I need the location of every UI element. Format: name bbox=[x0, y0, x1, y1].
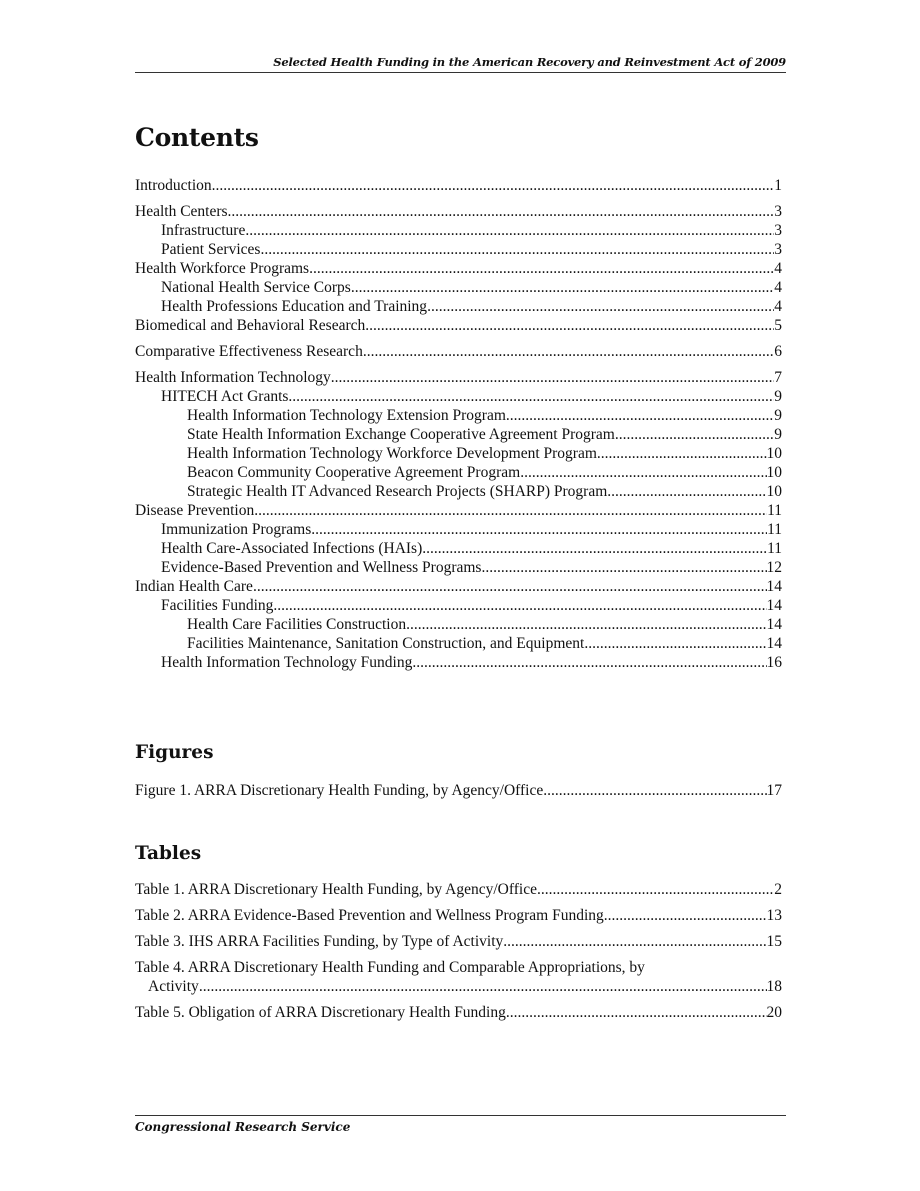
toc-entry[interactable]: Indian Health Care ..... 14 bbox=[135, 577, 782, 596]
toc-entry[interactable]: Disease Prevention ..... 11 bbox=[135, 501, 782, 520]
toc-entry[interactable]: Comparative Effectiveness Research ..... 6 bbox=[135, 342, 782, 361]
contents-heading: Contents bbox=[135, 123, 259, 152]
toc-entry[interactable]: Health Information Technology ..... 7 bbox=[135, 368, 782, 387]
table-entry[interactable]: Table 5. Obligation of ARRA Discretionary Health Funding ..... 20 bbox=[135, 1003, 782, 1022]
toc-entry[interactable]: Health Information Technology Extension Program ..... 9 bbox=[135, 406, 782, 425]
toc-entry[interactable]: Health Information Technology Workforce Development Program ..... 10 bbox=[135, 444, 782, 463]
table-entry[interactable]: Table 3. IHS ARRA Facilities Funding, by Type of Activity ..... 15 bbox=[135, 932, 782, 951]
toc-entry[interactable]: Health Information Technology Funding ..... 16 bbox=[135, 653, 782, 672]
toc-entry[interactable]: Health Centers ..... 3 bbox=[135, 202, 782, 221]
figures-list bbox=[135, 781, 782, 800]
tables-list bbox=[135, 880, 782, 1022]
tables-heading: Tables bbox=[135, 843, 202, 864]
toc-entry[interactable]: HITECH Act Grants ..... 9 bbox=[135, 387, 782, 406]
toc-entry[interactable]: Facilities Maintenance, Sanitation Construction, and Equipment ..... 14 bbox=[135, 634, 782, 653]
toc-entry[interactable]: Health Care Facilities Construction ..... 14 bbox=[135, 615, 782, 634]
toc-entry[interactable]: Infrastructure ..... 3 bbox=[135, 221, 782, 240]
figures-heading: Figures bbox=[135, 742, 214, 763]
toc-entry[interactable]: Health Workforce Programs ..... 4 bbox=[135, 259, 782, 278]
footer: Congressional Research Service bbox=[135, 1120, 351, 1134]
toc-entry[interactable]: Beacon Community Cooperative Agreement Program ..... 10 bbox=[135, 463, 782, 482]
toc-entry[interactable]: Strategic Health IT Advanced Research Projects (SHARP) Program ..... 10 bbox=[135, 482, 782, 501]
toc-entry[interactable]: Introduction ..... 1 bbox=[135, 176, 782, 195]
footer-rule bbox=[135, 1115, 786, 1116]
toc-entry[interactable]: Health Professions Education and Training ..... 4 bbox=[135, 297, 782, 316]
table-entry-continuation[interactable]: Activity ..... 18 bbox=[135, 977, 782, 996]
toc-entry[interactable]: Patient Services ..... 3 bbox=[135, 240, 782, 259]
toc-entry[interactable]: State Health Information Exchange Cooperative Agreement Program ..... 9 bbox=[135, 425, 782, 444]
figure-entry[interactable]: Figure 1. ARRA Discretionary Health Funding, by Agency/Office ..... 17 bbox=[135, 781, 782, 800]
header-rule bbox=[135, 72, 786, 73]
toc-entry[interactable]: Immunization Programs ..... 11 bbox=[135, 520, 782, 539]
table-entry[interactable]: Table 4. ARRA Discretionary Health Funding and Comparable Appropriations, by bbox=[135, 959, 645, 976]
contents-list bbox=[135, 176, 782, 672]
toc-entry[interactable]: National Health Service Corps ..... 4 bbox=[135, 278, 782, 297]
toc-entry[interactable]: Health Care-Associated Infections (HAIs) ..... 11 bbox=[135, 539, 782, 558]
toc-entry[interactable]: Biomedical and Behavioral Research ..... 5 bbox=[135, 316, 782, 335]
running-header: Selected Health Funding in the American Recovery and Reinvestment Act of 2009 bbox=[273, 55, 786, 69]
table-entry[interactable]: Table 1. ARRA Discretionary Health Funding, by Agency/Office ..... 2 bbox=[135, 880, 782, 899]
toc-entry[interactable]: Facilities Funding ..... 14 bbox=[135, 596, 782, 615]
table-entry[interactable]: Table 2. ARRA Evidence-Based Prevention and Wellness Program Funding ..... 13 bbox=[135, 906, 782, 925]
toc-entry[interactable]: Evidence-Based Prevention and Wellness Programs ..... 12 bbox=[135, 558, 782, 577]
